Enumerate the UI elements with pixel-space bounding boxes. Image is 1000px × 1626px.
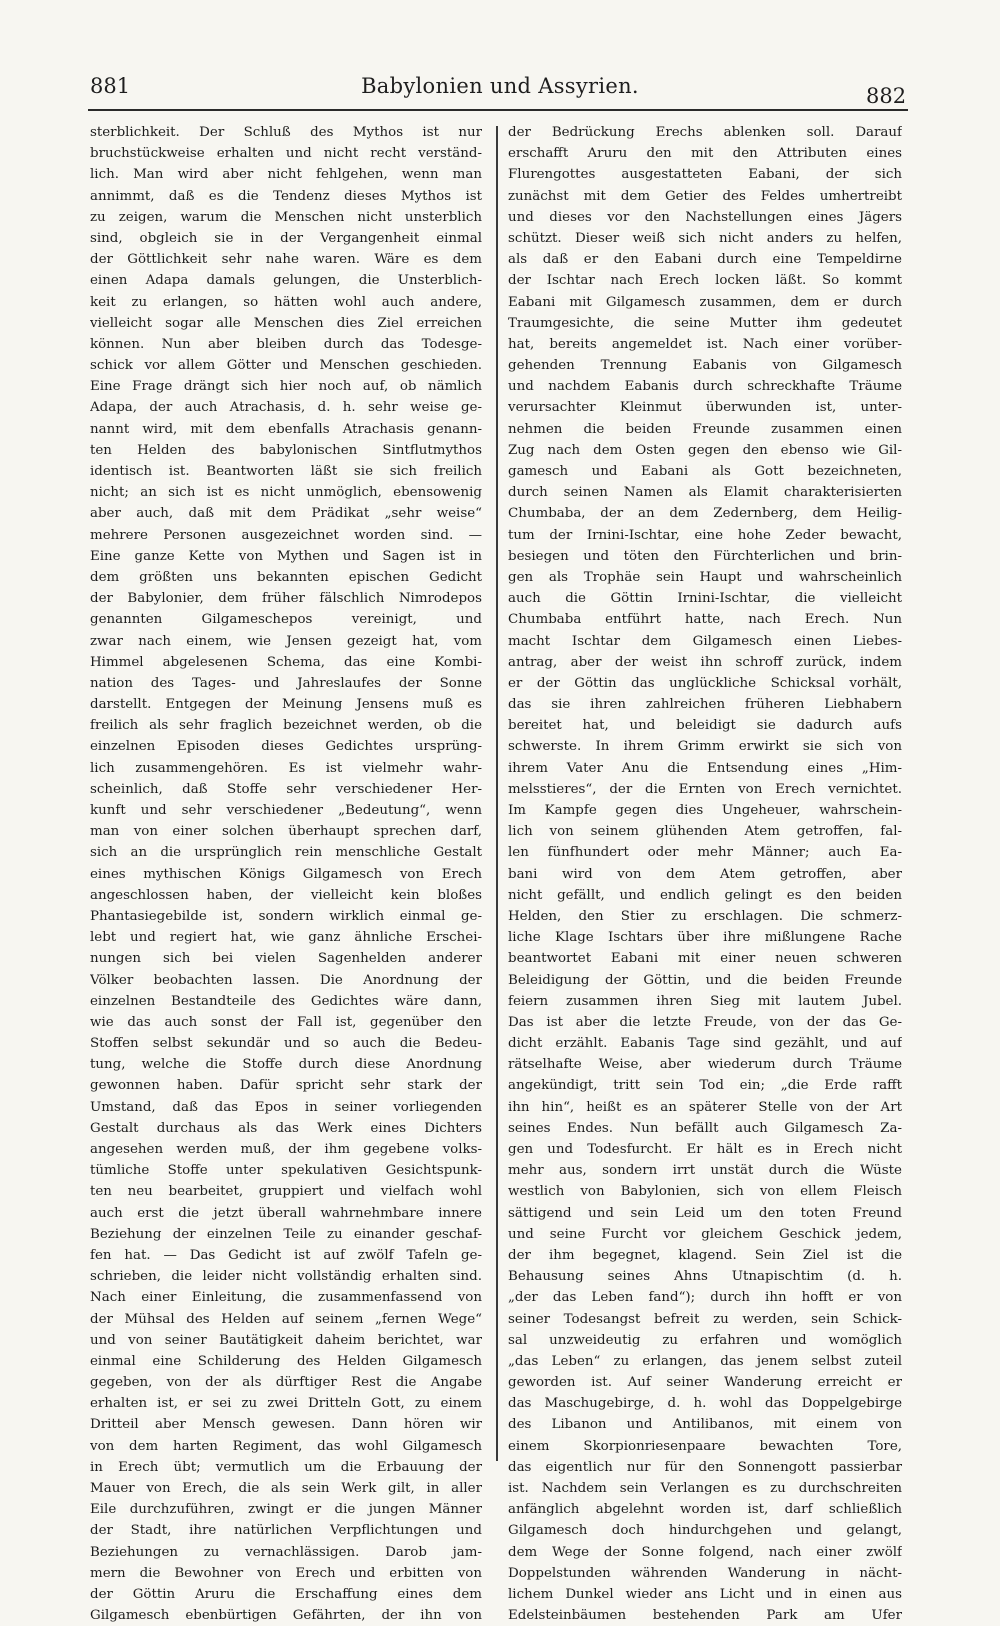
- text-line: gegeben, von der als dürftiger Rest die Angabe: [90, 1375, 482, 1391]
- text-line: nannt wird, mit dem ebenfalls Atrachasis genann-: [90, 421, 482, 437]
- text-line: einen Adapa damals gelungen, die Unsterblich-: [90, 273, 482, 289]
- text-line: nicht; an sich ist es nicht unmöglich, ebensowenig: [90, 485, 482, 501]
- text-line: seines Endes. Nun befällt auch Gilgamesch Za-: [508, 1120, 902, 1136]
- text-line: ten Helden des babylonischen Sintflutmythos: [90, 442, 482, 458]
- text-line: liche Klage Ischtars über ihre mißlungene Rache: [508, 930, 902, 946]
- text-line: sind, obgleich sie in der Vergangenheit einmal: [90, 230, 482, 246]
- text-line: das eigentlich nur für den Sonnengott passierbar: [508, 1459, 902, 1475]
- text-line: Gestalt durchaus als das Werk eines Dichters: [90, 1120, 482, 1136]
- text-line: der Stadt, ihre natürlichen Verpflichtungen und: [90, 1523, 482, 1539]
- text-line: einzelnen Episoden dieses Gedichtes ursprüng-: [90, 739, 482, 755]
- text-line: Phantasiegebilde ist, sondern wirklich einmal ge-: [90, 908, 482, 924]
- text-line: das Maschugebirge, d. h. wohl das Doppelgebirge: [508, 1396, 902, 1412]
- text-line: der Göttin Aruru die Erschaffung eines dem: [90, 1586, 482, 1602]
- text-line: gehenden Trennung Eabanis von Gilgamesch: [508, 358, 902, 374]
- text-line: kunft und sehr verschiedener „Bedeutung“, wenn: [90, 803, 482, 818]
- text-line: und von seiner Bautätigkeit daheim berichtet, war: [90, 1332, 482, 1348]
- text-line: der ihm begegnet, klagend. Sein Ziel ist die: [508, 1247, 902, 1263]
- text-line: hat, bereits angemeldet ist. Nach einer vorüber-: [508, 336, 902, 352]
- text-line: Im Kampfe gegen dies Ungeheuer, wahrschein-: [508, 803, 902, 818]
- text-line: der Ischtar nach Erech locken läßt. So kommt: [508, 273, 902, 289]
- text-line: Chumbaba entführt hatte, nach Erech. Nun: [508, 612, 902, 628]
- text-line: Mauer von Erech, die als sein Werk gilt, in aller: [90, 1481, 482, 1496]
- text-line: erhalten ist, er sei zu zwei Dritteln Gott, zu einem: [90, 1396, 482, 1412]
- text-line: der Babylonier, dem früher fälschlich Nimrodepos: [90, 591, 482, 607]
- text-line: Zug nach dem Osten gegen den ebenso wie Gil-: [508, 442, 902, 458]
- text-line: Das ist aber die letzte Freude, von der das Ge-: [508, 1014, 902, 1030]
- text-line: tum der Irnini-Ischtar, eine hohe Zeder bewacht,: [508, 527, 902, 543]
- page-number-right: 882: [866, 84, 907, 108]
- text-line: zunächst mit dem Getier des Feldes umhertreibt: [508, 188, 902, 204]
- text-line: Eile durchzuführen, zwingt er die jungen Männer: [90, 1502, 482, 1518]
- text-line: tümliche Stoffe unter spekulativen Gesichtspunk-: [90, 1163, 482, 1179]
- text-line: einem Skorpionriesenpaare bewachten Tore,: [508, 1438, 902, 1454]
- text-line: Adapa, der auch Atrachasis, d. h. sehr weise ge-: [90, 400, 482, 416]
- text-line: rätselhafte Weise, aber wiederum durch Träume: [508, 1057, 902, 1073]
- text-line: gen als Trophäe sein Haupt und wahrscheinlich: [508, 569, 902, 585]
- text-line: nation des Tages- und Jahreslaufes der Sonne: [90, 675, 482, 691]
- text-line: antrag, aber der weist ihn schroff zurück, indem: [508, 654, 902, 670]
- text-line: melsstieres“, der die Ernten von Erech vernichtet.: [508, 781, 902, 797]
- text-line: bani wird von dem Atem getroffen, aber: [508, 866, 902, 882]
- text-line: schwerste. In ihrem Grimm erwirkt sie sich von: [508, 739, 902, 755]
- text-line: annimmt, daß es die Tendenz dieses Mythos ist: [90, 188, 482, 204]
- text-line: Eine ganze Kette von Mythen und Sagen ist in: [90, 548, 482, 564]
- text-line: Chumbaba, der an dem Zedernberg, dem Heilig-: [508, 506, 902, 522]
- text-line: schrieben, die leider nicht vollständig erhalten sind.: [90, 1269, 482, 1285]
- text-line: als daß er den Eabani durch eine Tempeldirne: [508, 252, 902, 268]
- text-line: aber auch, daß mit dem Prädikat „sehr weise“: [90, 506, 482, 522]
- text-line: Eabani mit Gilgamesch zusammen, dem er durch: [508, 294, 902, 310]
- text-line: Flurengottes ausgestatteten Eabani, der sich: [508, 167, 902, 183]
- text-line: vielleicht sogar alle Menschen dies Ziel erreichen: [90, 315, 482, 331]
- text-line: nicht gefällt, und endlich gelingt es den beiden: [508, 887, 902, 903]
- text-line: Gilgamesch doch hindurchgehen und gelangt,: [508, 1523, 902, 1539]
- text-line: tung, welche die Stoffe durch diese Anordnung: [90, 1057, 482, 1073]
- text-line: len fünfhundert oder mehr Männer; auch Ea-: [508, 845, 902, 861]
- text-line: nungen sich bei vielen Sagenhelden anderer: [90, 951, 482, 967]
- text-line: wie das auch sonst der Fall ist, gegenüber den: [90, 1014, 482, 1030]
- text-line: gewonnen haben. Dafür spricht sehr stark der: [90, 1078, 482, 1094]
- text-line: keit zu erlangen, so hätten wohl auch andere,: [90, 294, 482, 310]
- text-line: genannten Gilgameschepos vereinigt, und: [90, 612, 482, 628]
- text-line: eines mythischen Königs Gilgamesch von Erech: [90, 866, 482, 882]
- text-line: schützt. Dieser weiß sich nicht anders zu helfen,: [508, 230, 902, 246]
- text-line: Gilgamesch ebenbürtigen Gefährten, der ihn von: [90, 1608, 482, 1624]
- text-line: beantwortet Eabani mit einer neuen schweren: [508, 951, 902, 967]
- text-line: Beziehung der einzelnen Teile zu einander geschaf-: [90, 1226, 482, 1242]
- text-line: identisch ist. Beantworten läßt sie sich freilich: [90, 464, 482, 479]
- running-title: Babylonien und Assyrien.: [361, 74, 639, 98]
- text-line: dem größten uns bekannten epischen Gedicht: [90, 569, 482, 585]
- text-line: Himmel abgelesenen Schema, das eine Kombi-: [90, 654, 482, 670]
- text-line: in Erech übt; vermutlich um die Erbauung der: [90, 1459, 482, 1475]
- text-line: Nach einer Einleitung, die zusammenfassend von: [90, 1290, 482, 1306]
- text-line: lebt und regiert hat, wie ganz ähnliche Erschei-: [90, 930, 482, 946]
- text-line: westlich von Babylonien, sich von ellem Fleisch: [508, 1184, 902, 1200]
- text-line: sättigend und sein Leid um den toten Freund: [508, 1205, 902, 1221]
- text-line: Traumgesichte, die seine Mutter ihm gedeutet: [508, 315, 902, 331]
- text-line: scheinlich, daß Stoffe sehr verschiedener Her-: [90, 781, 482, 797]
- text-line: Stoffen selbst sekundär und so auch die Bedeu-: [90, 1036, 482, 1052]
- header-rule: [88, 109, 908, 111]
- text-line: Dritteil aber Mensch gewesen. Dann hören wir: [90, 1417, 482, 1433]
- column-divider: [496, 126, 498, 1461]
- text-line: angekündigt, tritt sein Tod ein; „die Erde rafft: [508, 1078, 902, 1094]
- text-line: der Göttlichkeit sehr nahe waren. Wäre es dem: [90, 252, 482, 268]
- text-line: lichem Dunkel wieder ans Licht und in einen aus: [508, 1586, 902, 1602]
- text-line: „der das Leben fand“); durch ihn hofft er von: [508, 1290, 902, 1306]
- text-line: mehrere Personen ausgezeichnet worden sind. —: [90, 527, 482, 543]
- text-line: Edelsteinbäumen bestehenden Park am Ufer: [508, 1608, 902, 1624]
- text-line: mern die Bewohner von Erech und erbitten von: [90, 1565, 482, 1581]
- text-line: dicht erzählt. Eabanis Tage sind gezählt, und auf: [508, 1036, 902, 1052]
- text-line: der Mühsal des Helden auf seinem „fernen Wege“: [90, 1311, 482, 1327]
- text-line: schick vor allem Götter und Menschen geschieden.: [90, 358, 482, 374]
- text-line: lich zusammengehören. Es ist vielmehr wahr-: [90, 760, 482, 776]
- text-line: durch seinen Namen als Elamit charakterisierten: [508, 485, 902, 501]
- text-line: ihrem Vater Anu die Entsendung eines „Him-: [508, 760, 902, 776]
- text-line: „das Leben“ zu erlangen, das jenem selbst zuteil: [508, 1353, 902, 1369]
- text-line: lich. Man wird aber nicht fehlgehen, wenn man: [90, 167, 482, 183]
- text-line: verursachter Kleinmut überwunden ist, unter-: [508, 400, 902, 416]
- text-line: Beziehungen zu vernachlässigen. Darob jam-: [90, 1544, 482, 1560]
- text-line: lich von seinem glühenden Atem getroffen, fal-: [508, 824, 902, 840]
- text-line: nehmen die beiden Freunde zusammen einen: [508, 421, 902, 437]
- text-line: mehr aus, sondern irrt unstät durch die Wüste: [508, 1163, 902, 1179]
- text-line: angeschlossen haben, der vielleicht kein bloßes: [90, 887, 482, 903]
- text-line: fen hat. — Das Gedicht ist auf zwölf Tafeln ge-: [90, 1247, 482, 1263]
- text-line: von dem harten Regiment, das wohl Gilgamesch: [90, 1438, 482, 1454]
- text-line: auch die Göttin Irnini-Ischtar, die vielleicht: [508, 591, 902, 607]
- text-line: ihn hin“, heißt es an späterer Stelle von der Art: [508, 1099, 902, 1115]
- text-line: Eine Frage drängt sich hier noch auf, ob nämlich: [90, 379, 482, 395]
- text-line: feiern zusammen ihren Sieg mit lautem Jubel.: [508, 993, 902, 1009]
- text-line: darstellt. Entgegen der Meinung Jensens muß es: [90, 697, 482, 713]
- text-line: ist. Nachdem sein Verlangen es zu durchschreiten: [508, 1481, 902, 1496]
- text-line: einmal eine Schilderung des Helden Gilgamesch: [90, 1353, 482, 1369]
- text-line: angesehen werden muß, der ihm gegebene volks-: [90, 1142, 482, 1157]
- text-line: sterblichkeit. Der Schluß des Mythos ist nur: [90, 125, 482, 140]
- text-line: ten neu bearbeitet, gruppiert und vielfach wohl: [90, 1184, 482, 1200]
- text-line: zu zeigen, warum die Menschen nicht unsterblich: [90, 209, 482, 225]
- text-line: das sie ihren zahlreichen früheren Liebhabern: [508, 697, 902, 713]
- text-line: dem Wege der Sonne folgend, nach einer zwölf: [508, 1544, 902, 1560]
- text-line: freilich als sehr fraglich bezeichnet werden, ob die: [90, 718, 482, 734]
- text-line: er der Göttin das unglückliche Schicksal vorhält,: [508, 675, 902, 691]
- text-line: seiner Todesangst befreit zu werden, sein Schick-: [508, 1311, 902, 1327]
- text-line: und dieses vor den Nachstellungen eines Jägers: [508, 209, 902, 225]
- text-line: Doppelstunden währenden Wanderung in nächt-: [508, 1565, 902, 1581]
- text-line: der Bedrückung Erechs ablenken soll. Darauf: [508, 125, 902, 140]
- text-line: gen und Todesfurcht. Er hält es in Erech nicht: [508, 1142, 902, 1157]
- text-line: bereitet hat, und beleidigt sie dadurch aufs: [508, 718, 902, 734]
- text-line: Helden, den Stier zu erschlagen. Die schmerz-: [508, 908, 902, 924]
- text-line: Völker beobachten lassen. Die Anordnung der: [90, 972, 482, 988]
- text-line: und nachdem Eabanis durch schreckhafte Träume: [508, 379, 902, 395]
- text-line: Behausung seines Ahns Utnapischtim (d. h.: [508, 1269, 902, 1285]
- text-line: zwar nach einem, wie Jensen gezeigt hat, vom: [90, 633, 482, 649]
- text-line: sich an die ursprünglich rein menschliche Gestalt: [90, 845, 482, 861]
- right-column: [508, 122, 902, 1626]
- page-number-left: 881: [90, 74, 131, 98]
- text-line: geworden ist. Auf seiner Wanderung erreicht er: [508, 1375, 902, 1391]
- text-line: besiegen und töten den Fürchterlichen und brin-: [508, 548, 902, 564]
- text-line: sal unzweideutig zu erfahren und womöglich: [508, 1332, 902, 1348]
- text-line: auch erst die jetzt überall wahrnehmbare innere: [90, 1205, 482, 1221]
- text-line: bruchstückweise erhalten und nicht recht verständ-: [90, 146, 482, 162]
- text-line: gamesch und Eabani als Gott bezeichneten,: [508, 464, 902, 479]
- text-line: macht Ischtar dem Gilgamesch einen Liebes-: [508, 633, 902, 649]
- text-line: einzelnen Bestandteile des Gedichtes wäre dann,: [90, 993, 482, 1009]
- text-line: und seine Furcht vor gleichem Geschick jedem,: [508, 1226, 902, 1242]
- text-line: des Libanon und Antilibanos, mit einem von: [508, 1417, 902, 1433]
- text-line: Beleidigung der Göttin, und die beiden Freunde: [508, 972, 902, 988]
- text-line: anfänglich abgelehnt worden ist, darf schließlich: [508, 1502, 902, 1518]
- text-line: erschafft Aruru den mit den Attributen eines: [508, 146, 902, 162]
- left-column: [90, 122, 482, 1626]
- text-line: man von einer solchen überhaupt sprechen darf,: [90, 824, 482, 840]
- text-line: Umstand, daß das Epos in seiner vorliegenden: [90, 1099, 482, 1115]
- text-line: können. Nun aber bleiben durch das Todesge-: [90, 336, 482, 352]
